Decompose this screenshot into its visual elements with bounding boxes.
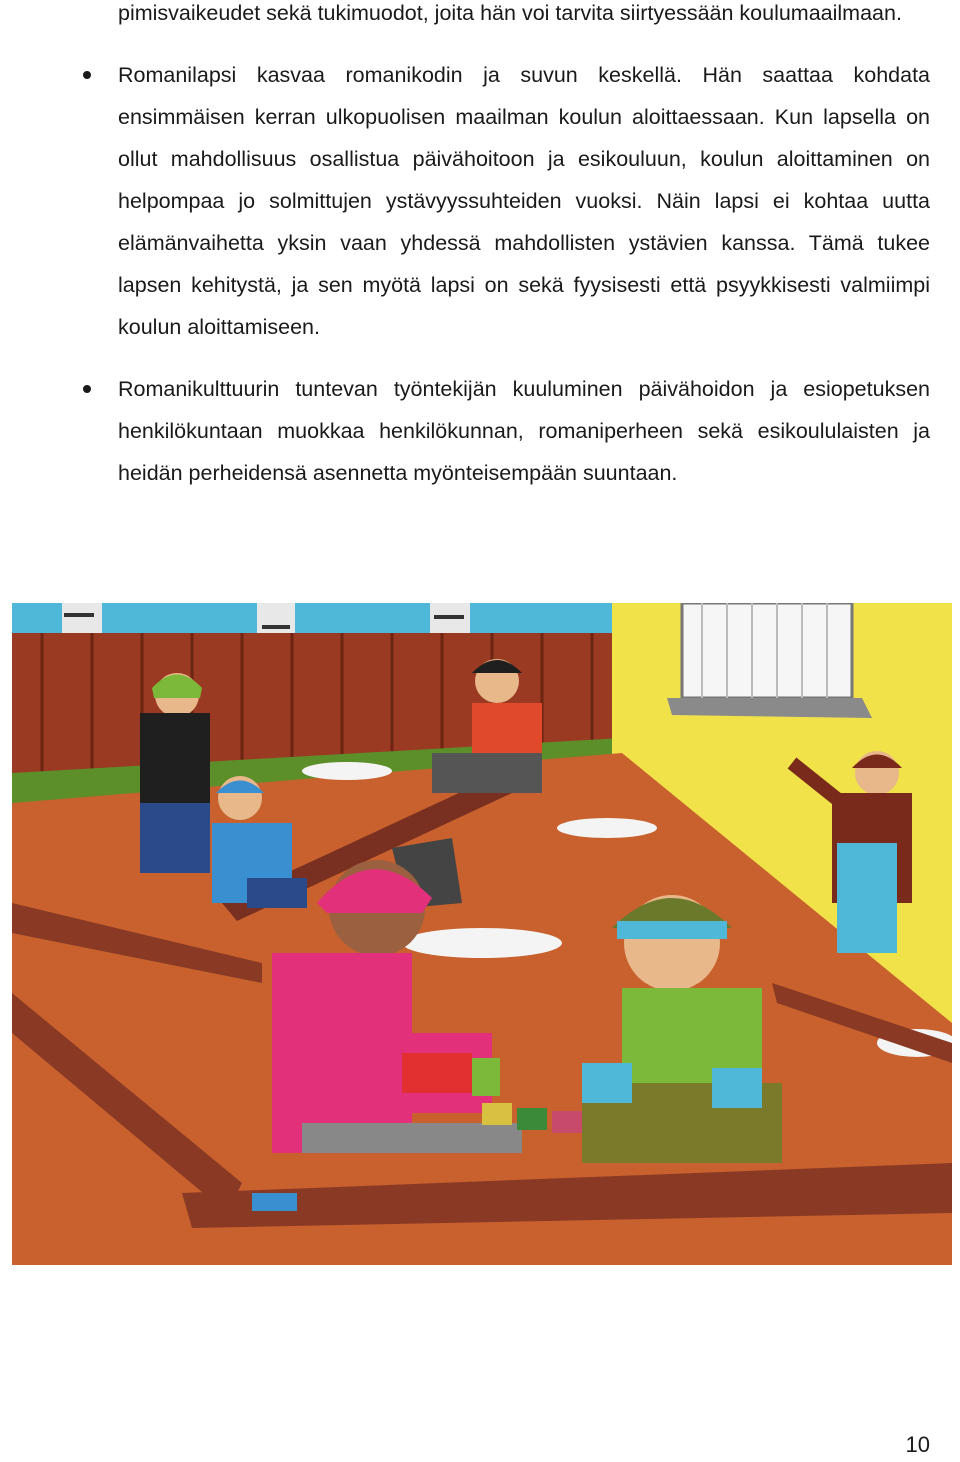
toy-block xyxy=(517,1108,547,1130)
toy-block xyxy=(552,1111,582,1133)
toy-shovel xyxy=(472,1058,500,1096)
bullet-text-2: Romanikulttuurin tuntevan työntekijän kuuluminen päivähoidon ja esiopetuksen henkilökuntaan muokkaa henkilökunnan, romaniperheen sekä esikoululaisten ja heidän perheidensä asennetta myönteisempään suuntaan. xyxy=(118,377,930,485)
bullet-text-1: Romanilapsi kasvaa romanikodin ja suvun keskellä. Hän saattaa kohdata ensimmäisen kerran ulkopuolisen maailman koulun aloittaessaan. Kun lapsella on ollut mahdollisuus osallistua päivähoitoon ja esikouluun, koulun aloittaminen on helpompaa jo solmittujen ystävyyssuhteiden vuoksi. Näin lapsi ei kohtaa uutta elämänvaihetta yksin vaan yhdessä mahdollisten ystävien kanssa. Tämä tukee lapsen kehitystä, ja sen myötä lapsi on sekä fyysisesti että psyykkisesti valmiimpi koulun aloittamiseen. xyxy=(118,63,930,339)
drawing-svg xyxy=(12,603,952,1265)
body-text xyxy=(118,0,930,514)
toy-car xyxy=(252,1193,297,1211)
window-sill xyxy=(667,698,872,718)
bullet-icon xyxy=(83,71,91,79)
page-number: 10 xyxy=(905,1432,930,1457)
continuation-paragraph: pimisvaikeudet sekä tukimuodot, joita hän voi tarvita siirtyessään koulumaailmaan. xyxy=(118,1,902,25)
children-sandbox-drawing xyxy=(12,603,952,1265)
list-item xyxy=(118,368,930,494)
snow-patch xyxy=(557,818,657,838)
bullet-icon xyxy=(83,385,91,393)
list-item xyxy=(118,54,930,348)
snow-patch xyxy=(402,928,562,958)
toy-block xyxy=(482,1103,512,1125)
snow-patch xyxy=(302,762,392,780)
